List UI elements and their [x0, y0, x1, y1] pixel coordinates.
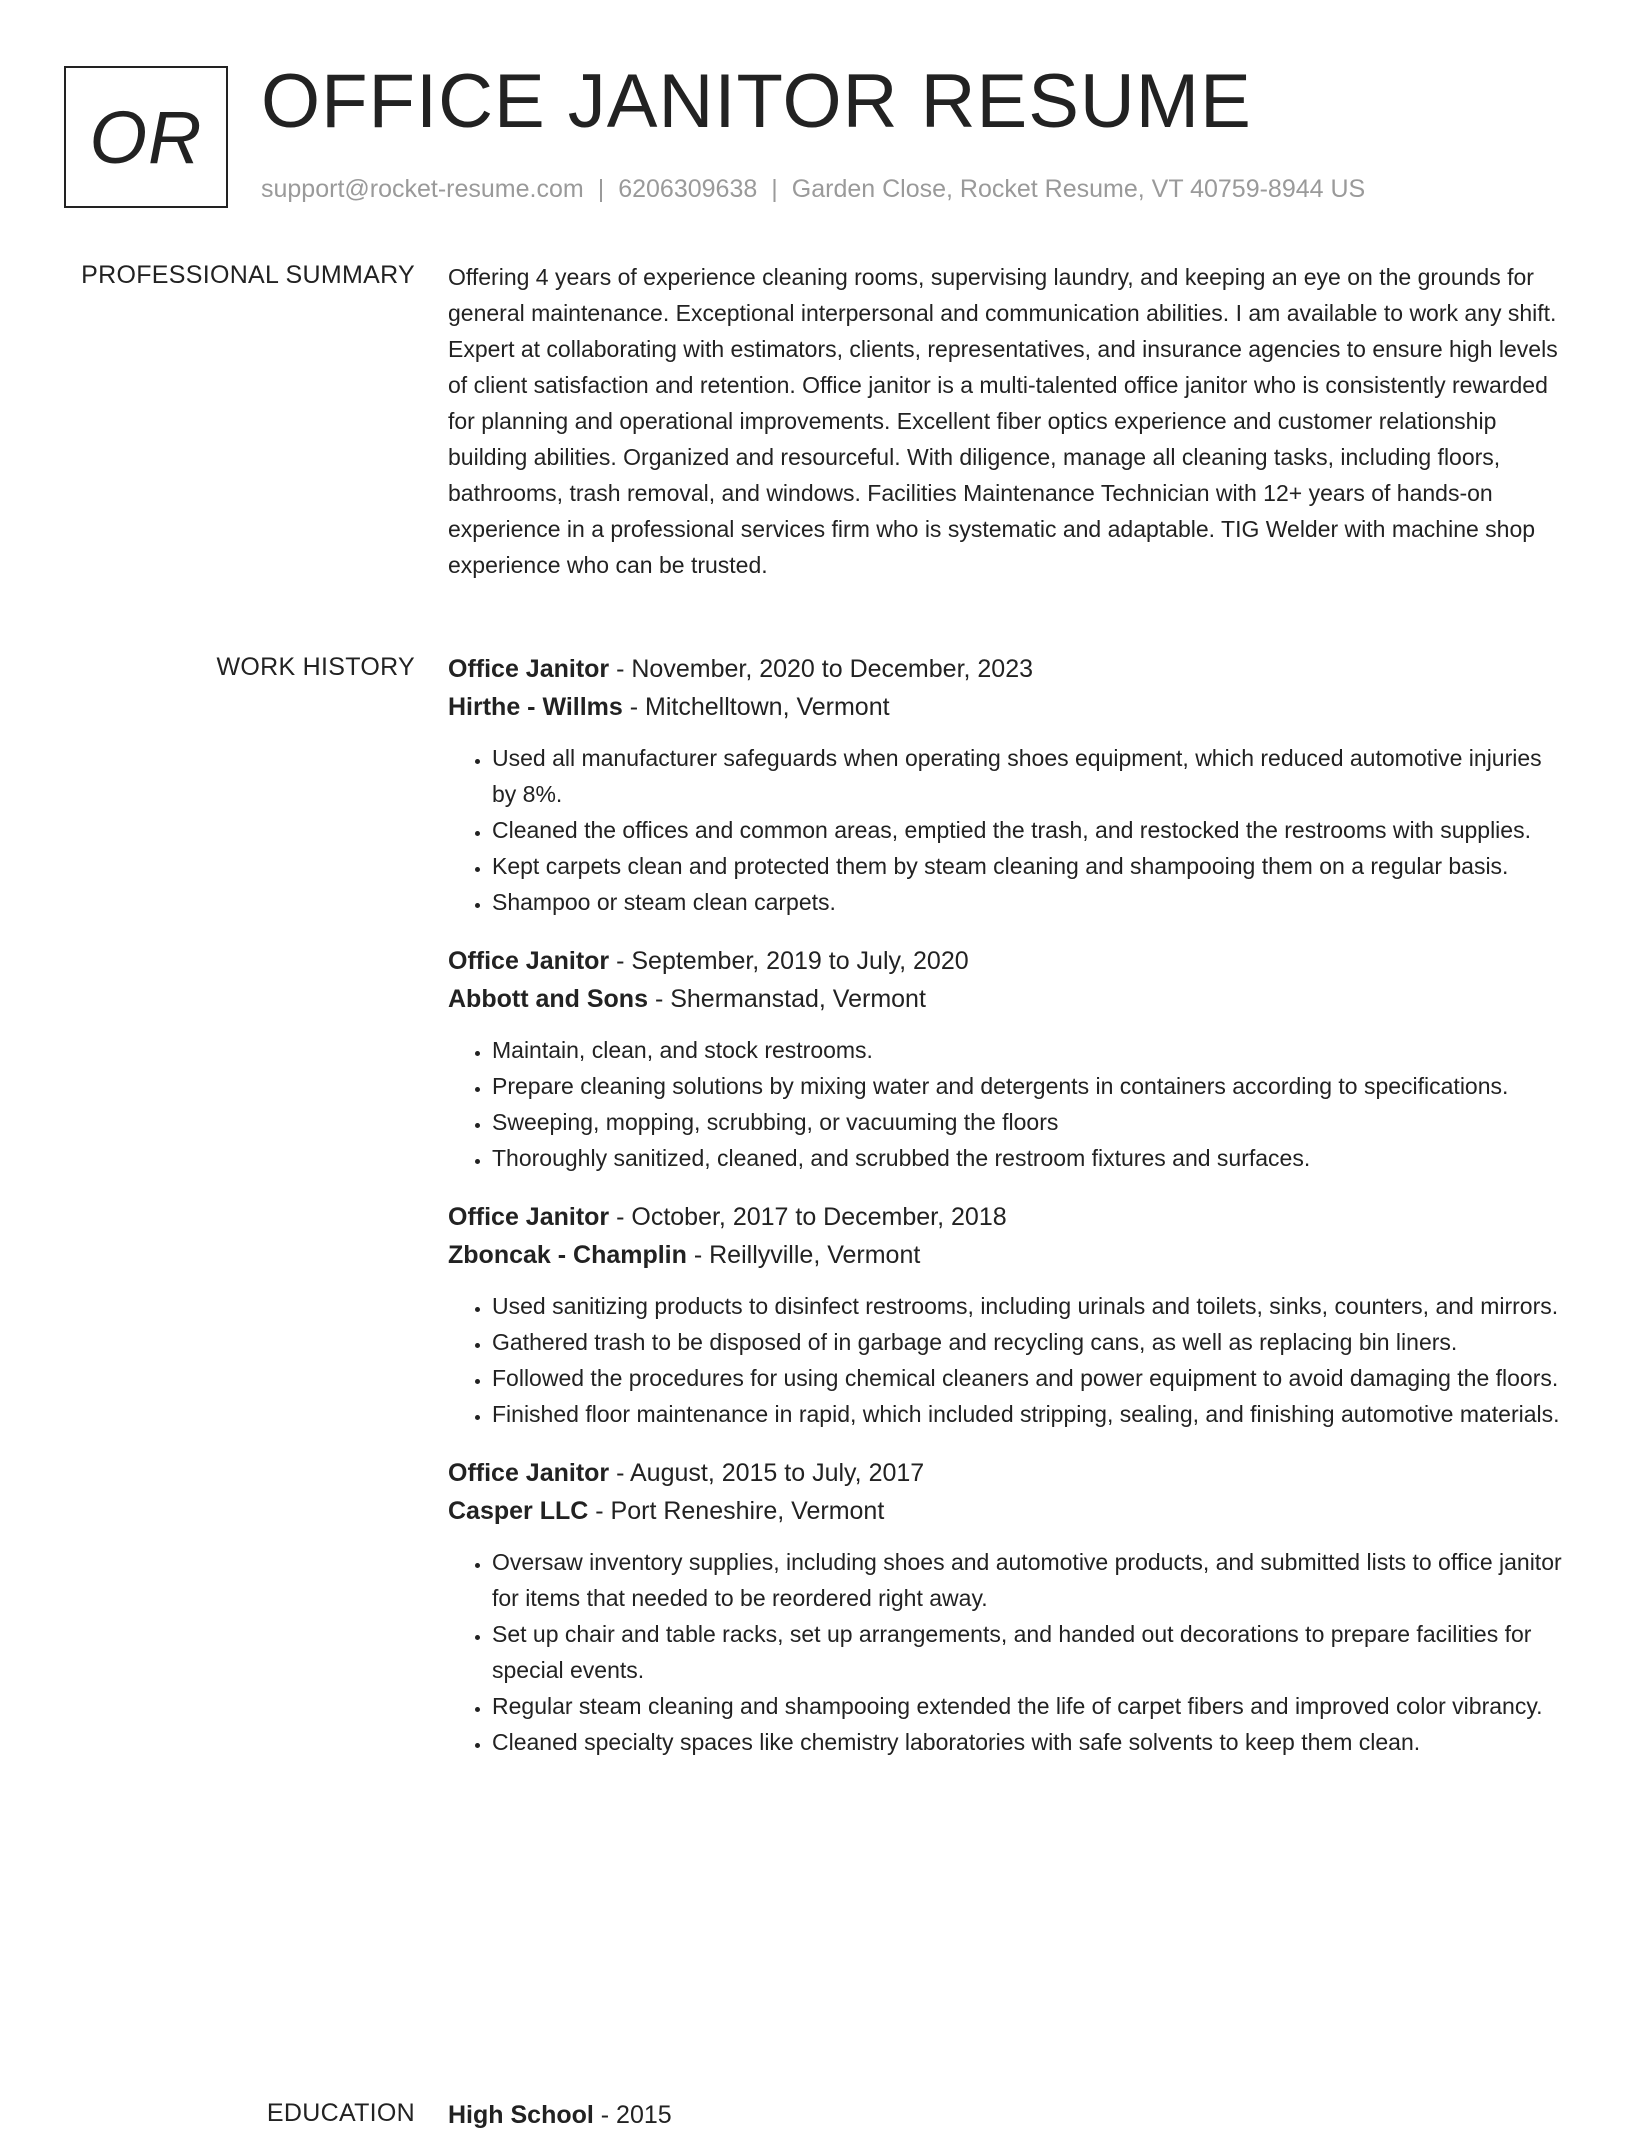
job-bullet: • Followed the procedures for using chemical cleaners and power equipment to avoid damaging the floors. — [492, 1360, 1568, 1396]
job-company-line — [448, 1492, 1568, 1530]
job-bullet-list — [448, 740, 1568, 920]
job-title: Office Janitor — [448, 947, 610, 975]
work-history-label: WORK HISTORY — [216, 653, 415, 681]
job-location: - Shermanstad, Vermont — [654, 985, 926, 1013]
job-company-line — [448, 980, 1568, 1018]
job-bullet: • Thoroughly sanitized, cleaned, and scrubbed the restroom fixtures and surfaces. — [492, 1140, 1568, 1176]
job-bullet: • Finished floor maintenance in rapid, which included stripping, sealing, and finishing automotive materials. — [492, 1396, 1568, 1432]
education-school: High School — [448, 2101, 594, 2129]
education-year: - 2015 — [600, 2101, 672, 2129]
resume-title: OFFICE JANITOR RESUME — [261, 59, 1252, 144]
job-entry — [448, 1198, 1568, 1432]
job-bullet: • Oversaw inventory supplies, including shoes and automotive products, and submitted lists to office janitor for items that needed to be reordered right away. — [492, 1544, 1568, 1616]
job-bullet: • Gathered trash to be disposed of in garbage and recycling cans, as well as replacing bin liners. — [492, 1324, 1568, 1360]
summary-text: Offering 4 years of experience cleaning rooms, supervising laundry, and keeping an eye on the grounds for general maintenance. Exceptional interpersonal and communication abilities. I am available to work any shift. Expert at collaborating with estimators, clients, representatives, and insurance agencies to ensure high levels of client satisfaction and retention. Office janitor is a multi-talented office janitor who is consistently rewarded for planning and operational improvements. Excellent fiber optics experience and customer relationship building abilities. Organized and resourceful. With diligence, manage all cleaning tasks, including floors, bathrooms, trash removal, and windows. Facilities Maintenance Technician with 12+ years of hands-on experience in a professional services firm who is systematic and adaptable. TIG Welder with machine shop experience who can be trusted. — [448, 264, 1558, 578]
contact-address: Garden Close, Rocket Resume, VT 40759-8944 US — [791, 175, 1366, 203]
contact-phone: 6206309638 — [618, 175, 758, 203]
education-body — [448, 2096, 1568, 2134]
job-company: Hirthe - Willms — [448, 693, 623, 721]
job-entry — [448, 942, 1568, 1176]
job-bullet-list — [448, 1032, 1568, 1176]
job-bullet: • Shampoo or steam clean carpets. — [492, 884, 1568, 920]
contact-email: support@rocket-resume.com — [261, 175, 584, 203]
monogram-box — [64, 66, 228, 208]
job-location: - Mitchelltown, Vermont — [629, 693, 890, 721]
education-line — [448, 2096, 1568, 2134]
job-title-line — [448, 942, 1568, 980]
job-bullet: • Set up chair and table racks, set up arrangements, and handed out decorations to prepare facilities for special events. — [492, 1616, 1568, 1688]
job-title-line — [448, 650, 1568, 688]
job-bullet: • Regular steam cleaning and shampooing extended the life of carpet fibers and improved color vibrancy. — [492, 1688, 1568, 1724]
contact-separator: | — [597, 175, 605, 203]
job-company-line — [448, 688, 1568, 726]
job-dates: - November, 2020 to December, 2023 — [616, 655, 1034, 683]
job-dates: - September, 2019 to July, 2020 — [616, 947, 969, 975]
job-company: Zboncak - Champlin — [448, 1241, 687, 1269]
education-label: EDUCATION — [266, 2099, 415, 2127]
job-bullet-list — [448, 1544, 1568, 1760]
job-dates: - October, 2017 to December, 2018 — [616, 1203, 1007, 1231]
job-title-line — [448, 1198, 1568, 1236]
job-bullet: • Prepare cleaning solutions by mixing water and detergents in containers according to specifications. — [492, 1068, 1568, 1104]
job-dates: - August, 2015 to July, 2017 — [616, 1459, 925, 1487]
job-entry — [448, 650, 1568, 920]
job-company: Abbott and Sons — [448, 985, 648, 1013]
job-bullet: • Kept carpets clean and protected them by steam cleaning and shampooing them on a regular basis. — [492, 848, 1568, 884]
job-title: Office Janitor — [448, 1459, 610, 1487]
job-bullet-list — [448, 1288, 1568, 1432]
job-location: - Port Reneshire, Vermont — [595, 1497, 885, 1525]
monogram: OR — [89, 95, 203, 179]
job-bullet: • Cleaned specialty spaces like chemistry laboratories with safe solvents to keep them clean. — [492, 1724, 1568, 1760]
job-title: Office Janitor — [448, 655, 610, 683]
job-location: - Reillyville, Vermont — [693, 1241, 921, 1269]
contact-line — [261, 174, 1365, 204]
job-entry — [448, 1454, 1568, 1760]
job-bullet: • Sweeping, mopping, scrubbing, or vacuuming the floors — [492, 1104, 1568, 1140]
summary-label: PROFESSIONAL SUMMARY — [81, 261, 415, 289]
work-history-body — [448, 650, 1568, 1782]
summary-body — [448, 258, 1568, 583]
job-company-line — [448, 1236, 1568, 1274]
job-company: Casper LLC — [448, 1497, 589, 1525]
job-title-line — [448, 1454, 1568, 1492]
job-bullet: • Used sanitizing products to disinfect restrooms, including urinals and toilets, sinks, counters, and mirrors. — [492, 1288, 1568, 1324]
job-bullet: • Cleaned the offices and common areas, emptied the trash, and restocked the restrooms with supplies. — [492, 812, 1568, 848]
job-bullet: • Used all manufacturer safeguards when operating shoes equipment, which reduced automotive injuries by 8%. — [492, 740, 1568, 812]
job-title: Office Janitor — [448, 1203, 610, 1231]
contact-separator: | — [771, 175, 778, 203]
job-bullet: • Maintain, clean, and stock restrooms. — [492, 1032, 1568, 1068]
